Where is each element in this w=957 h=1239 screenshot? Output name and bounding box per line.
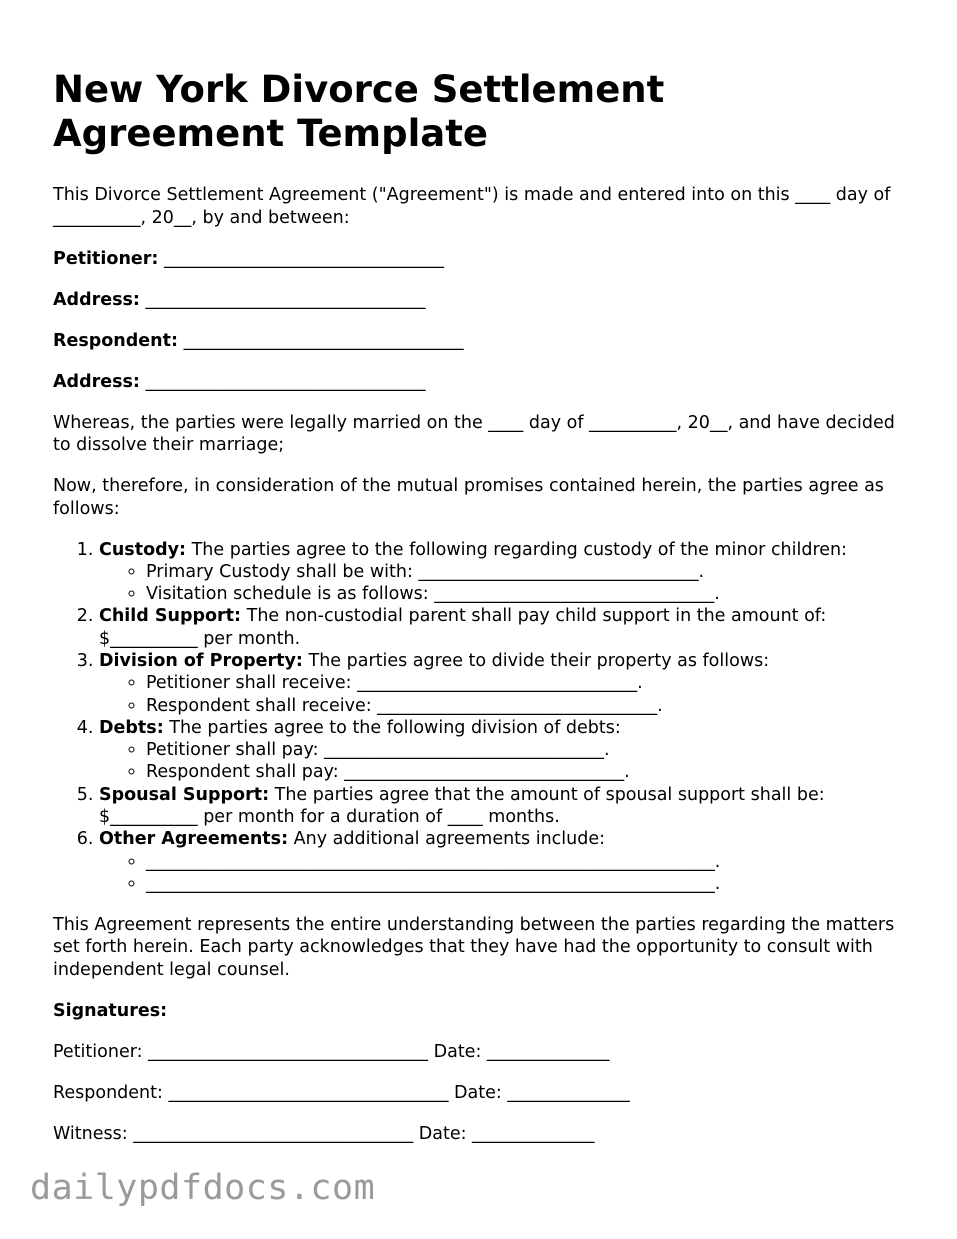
sub-item: ◦ _________________________________________________________________. [146, 851, 913, 873]
sub-item: ◦ Visitation schedule is as follows: ________________________________. [146, 583, 913, 605]
signature-line-witness: Witness: ________________________________ Date: ______________ [53, 1123, 595, 1144]
title-line-1: New York Divorce Settlement [53, 68, 665, 111]
sub-item: ◦ Petitioner shall pay: ________________________________. [146, 739, 913, 761]
term-item-debts [99, 717, 913, 784]
term-item-other-agreements [99, 828, 913, 895]
field-label: Respondent: [53, 330, 178, 351]
field-label: Address: [53, 289, 140, 310]
term-text: The parties agree to divide their property as follows: [302, 650, 770, 671]
sub-item: ◦ Primary Custody shall be with: ________________________________. [146, 561, 913, 583]
term-label: Spousal Support: [99, 784, 270, 805]
title-line-2: Agreement Template [53, 112, 489, 155]
watermark: dailypdfdocs.com [30, 1168, 376, 1208]
term-text: Any additional agreements include: [288, 829, 606, 850]
now-therefore-paragraph: Now, therefore, in consideration of the mutual promises contained herein, the parties agree as follows: [53, 476, 884, 519]
whereas-paragraph: Whereas, the parties were legally married on the ____ day of __________, 20__, and have decided to dissolve their marriage; [53, 412, 895, 455]
sub-list [99, 561, 913, 606]
signature-line-petitioner: Petitioner: ________________________________ Date: ______________ [53, 1041, 610, 1062]
term-label: Other Agreements: [99, 829, 289, 850]
petitioner-field [53, 248, 913, 271]
field-blank: ________________________________ [145, 289, 426, 310]
signature-line-respondent: Respondent: ________________________________ Date: ______________ [53, 1082, 630, 1103]
sub-list [99, 851, 913, 896]
sub-item: ◦ Petitioner shall receive: ________________________________. [146, 672, 913, 694]
sub-item: ◦ Respondent shall pay: ________________________________. [146, 761, 913, 783]
intro-paragraph: This Divorce Settlement Agreement ("Agreement") is made and entered into on this ____ day of __________, 20__, by and between: [53, 185, 891, 228]
term-label: Custody: [99, 539, 187, 560]
term-item-custody [99, 539, 913, 606]
signatures-heading: Signatures: [53, 1000, 168, 1021]
field-blank: ________________________________ [183, 330, 464, 351]
field-label: Address: [53, 371, 140, 392]
term-item-spousal-support [99, 784, 913, 829]
term-text: The parties agree that the amount of spousal support shall be: $__________ per month for a duration of ____ months. [99, 784, 825, 828]
sub-list [99, 672, 913, 717]
sub-item: ◦ Respondent shall receive: ________________________________. [146, 695, 913, 717]
terms-list [53, 539, 913, 896]
field-blank: ________________________________ [163, 248, 444, 269]
petitioner-address-field [53, 289, 913, 312]
term-item-child-support [99, 605, 913, 650]
term-text: The parties agree to the following division of debts: [163, 717, 621, 738]
term-label: Child Support: [99, 606, 242, 627]
field-label: Petitioner: [53, 248, 159, 269]
document-page [53, 68, 913, 1145]
term-item-division-of-property [99, 650, 913, 717]
term-label: Division of Property: [99, 650, 303, 671]
respondent-field [53, 330, 913, 353]
sub-list [99, 739, 913, 784]
term-label: Debts: [99, 717, 164, 738]
closing-paragraph: This Agreement represents the entire understanding between the parties regarding the matters set forth herein. Each party acknowledges that they have had the opportunity to consult with independent legal counsel. [53, 914, 895, 980]
document-title [53, 68, 913, 156]
respondent-address-field [53, 371, 913, 394]
term-text: The non-custodial parent shall pay child support in the amount of: $__________ per month. [99, 606, 827, 649]
term-text: The parties agree to the following regarding custody of the minor children: [186, 539, 848, 560]
field-blank: ________________________________ [145, 371, 426, 392]
sub-item: ◦ _________________________________________________________________. [146, 873, 913, 895]
